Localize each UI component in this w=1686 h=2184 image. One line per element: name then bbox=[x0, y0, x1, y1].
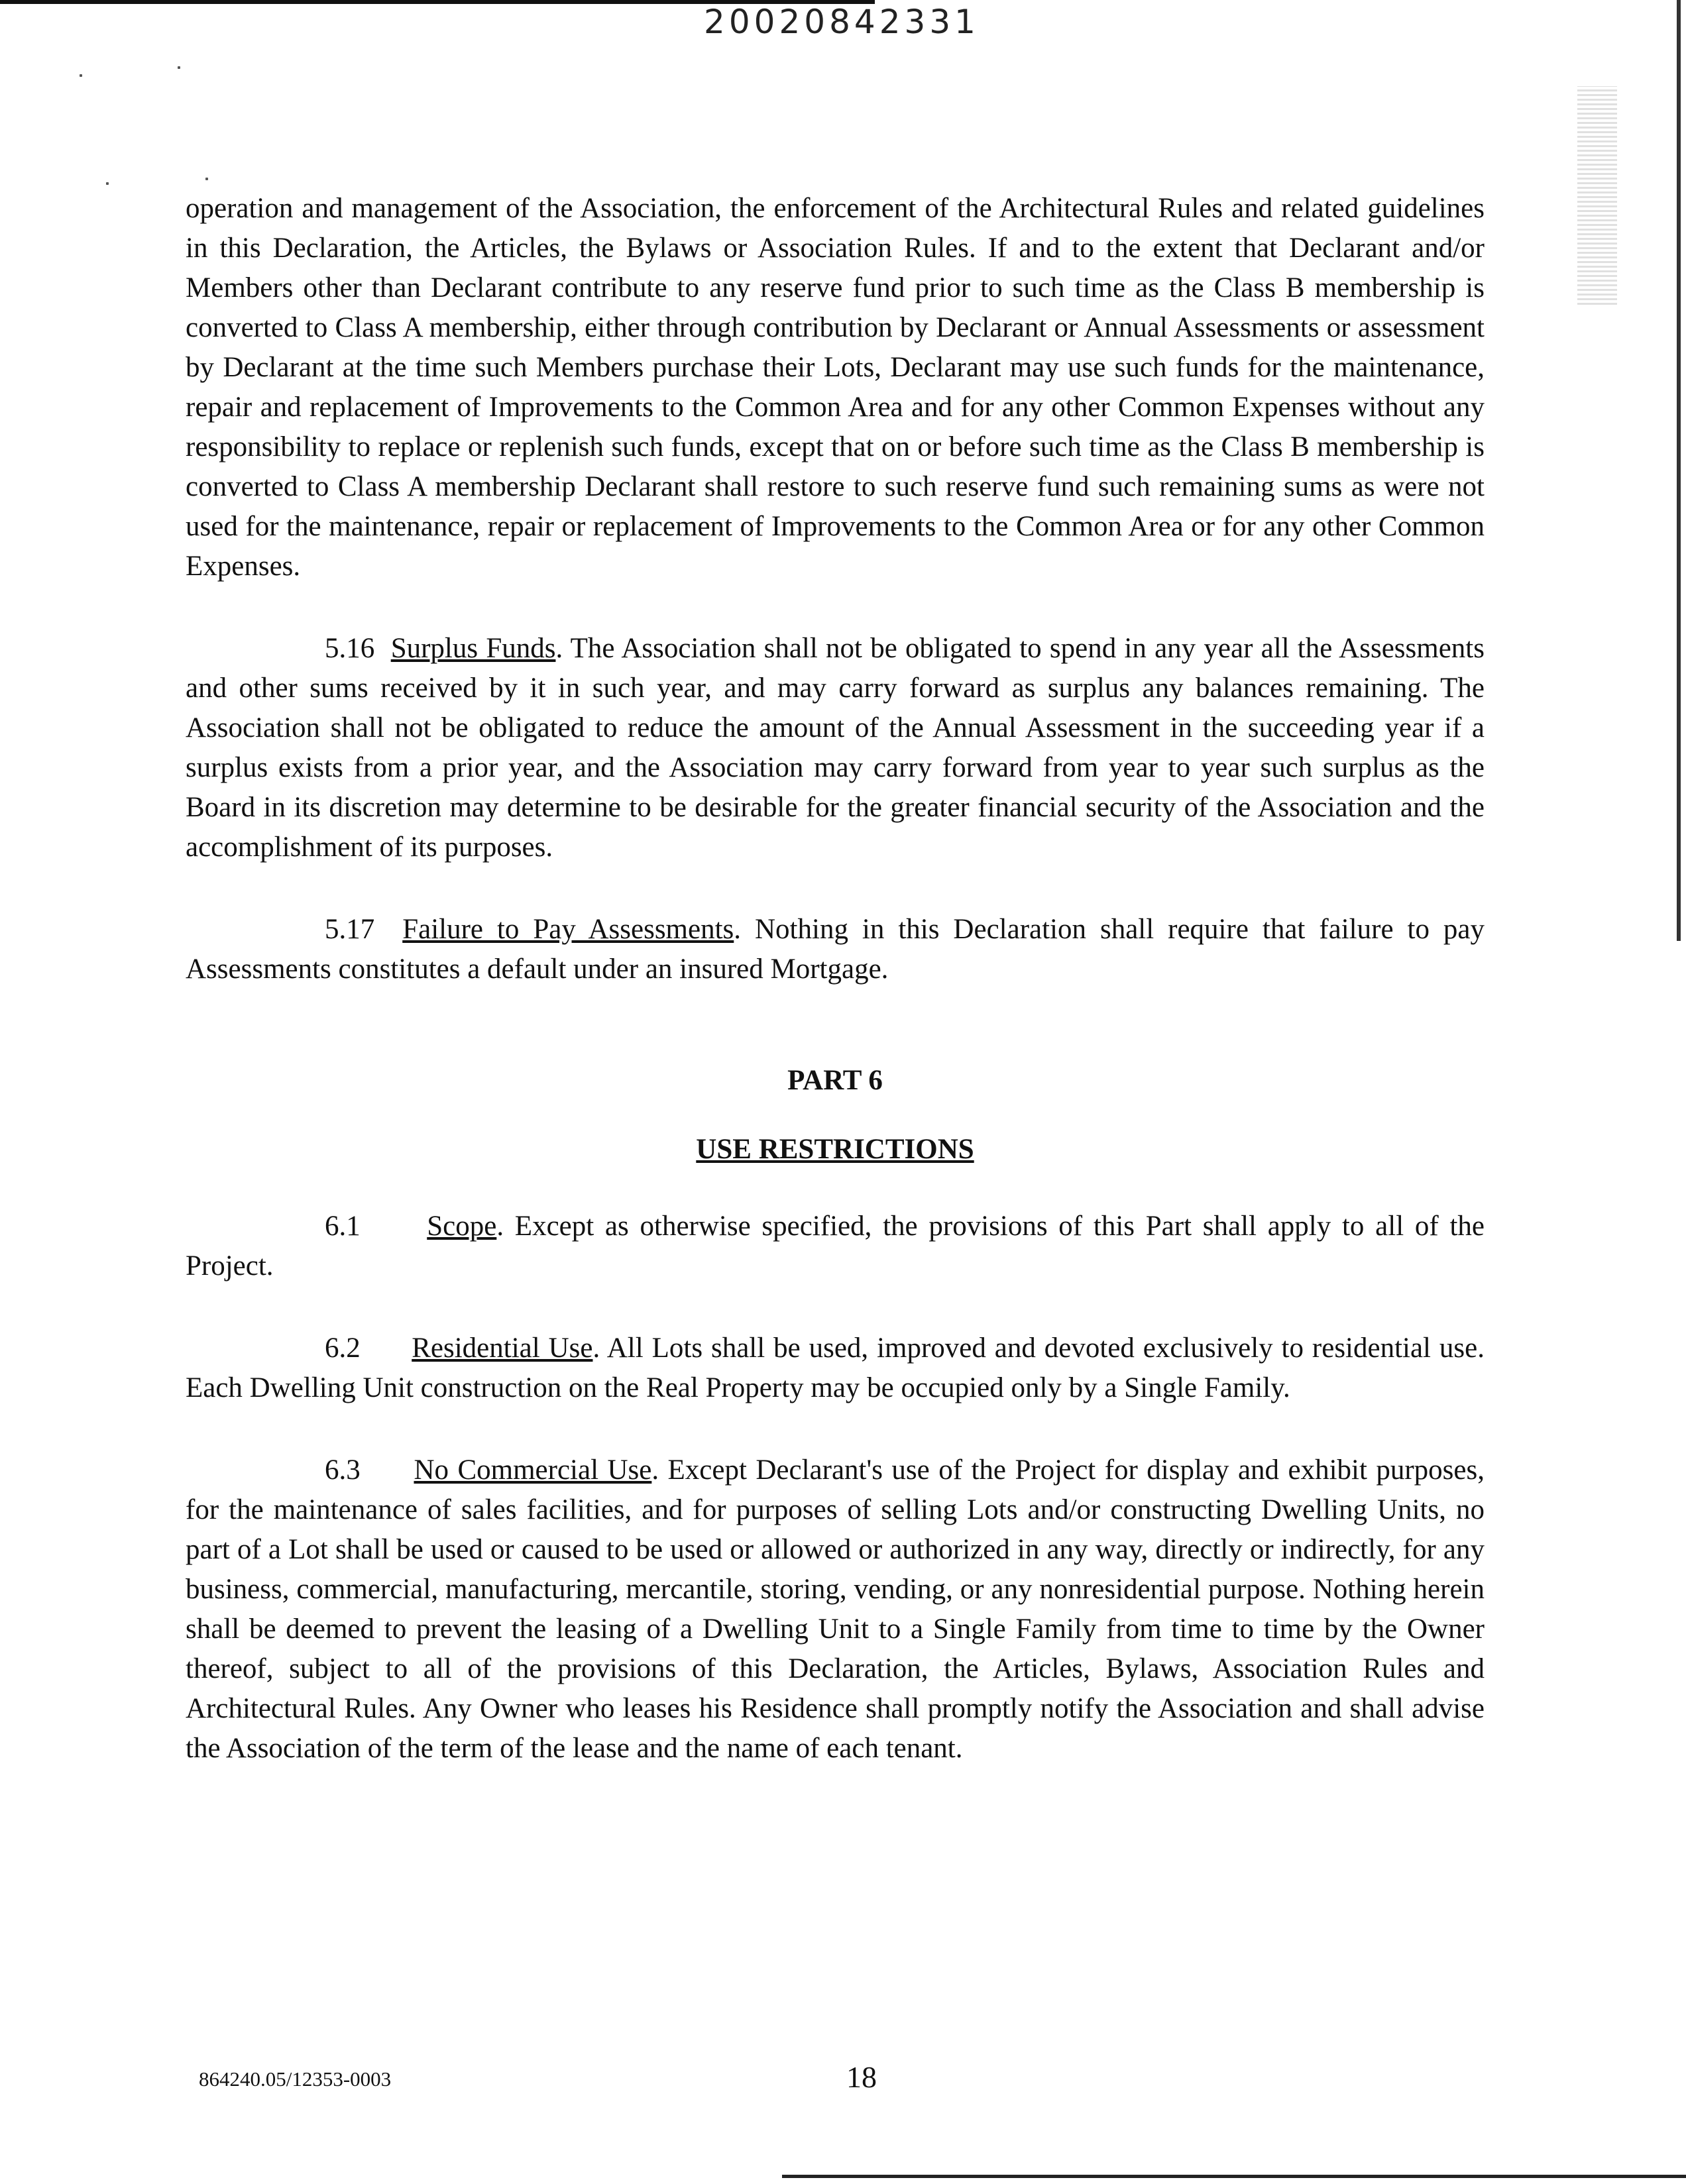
section-number: 5.17 bbox=[325, 914, 375, 945]
section-number: 6.1 bbox=[325, 1211, 361, 1242]
section-text: . Except Declarant's use of the Project for display and exhibit purposes, for the maintenance of sales facilities, and for purposes of selling Lots and/or constructing Dwelling Units, no part of a Lot shall be used or caused to be used or allowed or authorized in any way, directly or indirectly, for any business, commercial, manufacturing, mercantile, storing, vending, or any nonresidential purpose. Nothing herein shall be deemed to prevent the leasing of a Dwelling Unit to a Single Family from time to time by the Owner thereof, subject to all of the provisions of this Declaration, the Articles, Bylaws, Association Rules and Architectural Rules. Any Owner who leases his Residence shall promptly notify the Association and shall advise the Association of the term of the lease and the name of each tenant. bbox=[186, 1454, 1485, 1764]
section-6-1 bbox=[186, 1207, 1485, 1286]
part-heading: PART 6 bbox=[787, 1065, 883, 1096]
section-text: . All Lots shall be used, improved and devoted exclusively to residential use. Each Dwelling Unit construction on the Real Property may be occupied only by a Single Family. bbox=[186, 1333, 1485, 1403]
section-title: Failure to Pay Assessments bbox=[402, 914, 734, 945]
section-text: . The Association shall not be obligated to spend in any year all the Assessments and other sums received by it in such year, and may carry forward as surplus any balances remaining. The Association shall not be obligated to reduce the amount of the Annual Assessment in the succeeding year if a surplus exists from a prior year, and the Association may carry forward from year to year such surplus as the Board in its discretion may determine to be desirable for the greater financial security of the Association and the accomplishment of its purposes. bbox=[186, 633, 1485, 863]
section-text: . Except as otherwise specified, the provisions of this Part shall apply to all of the Project. bbox=[186, 1211, 1485, 1282]
section-number: 5.16 bbox=[325, 633, 375, 664]
scan-speck bbox=[178, 66, 180, 69]
section-title: Residential Use bbox=[412, 1333, 593, 1364]
section-number: 6.3 bbox=[325, 1454, 361, 1486]
section-6-3 bbox=[186, 1450, 1485, 1769]
right-scan-edge bbox=[1677, 0, 1681, 941]
document-body bbox=[186, 189, 1485, 1769]
scan-speck bbox=[205, 178, 208, 180]
document-number: 20020842331 bbox=[704, 3, 980, 41]
section-6-2 bbox=[186, 1329, 1485, 1408]
page-number: 18 bbox=[846, 2060, 877, 2094]
section-title: Surplus Funds bbox=[390, 633, 556, 664]
section-title: Scope bbox=[427, 1211, 497, 1242]
section-5-16 bbox=[186, 629, 1485, 867]
section-5-17 bbox=[186, 910, 1485, 989]
side-barcode-stamp bbox=[1577, 86, 1617, 305]
footer-document-id: 864240.05/12353-0003 bbox=[199, 2067, 392, 2091]
bottom-scan-rule bbox=[782, 2175, 1686, 2178]
scan-speck bbox=[106, 182, 109, 185]
scan-speck bbox=[80, 74, 82, 77]
section-text: . Nothing in this Declaration shall require that failure to pay Assessments constitutes a default under an insured Mortgage. bbox=[186, 914, 1485, 985]
section-title: No Commercial Use bbox=[414, 1454, 652, 1486]
section-number: 6.2 bbox=[325, 1333, 361, 1364]
paragraph-continued: operation and management of the Association, the enforcement of the Architectural Rules and related guidelines in this Declaration, the Articles, the Bylaws or Association Rules. If and to the extent that Declarant and/or Members other than Declarant contribute to any reserve fund prior to such time as the Class B membership is converted to Class A membership, either through contribution by Declarant or Annual Assessments or assessment by Declarant at the time such Members purchase their Lots, Declarant may use such funds for the maintenance, repair and replacement of Improvements to the Common Area and for any other Common Expenses without any responsibility to replace or replenish such funds, except that on or before such time as the Class B membership is converted to Class A membership Declarant shall restore to such reserve fund such remaining sums as were not used for the maintenance, repair or replacement of Improvements to the Common Area or for any other Common Expenses. bbox=[186, 193, 1485, 582]
part-title: USE RESTRICTIONS bbox=[696, 1134, 974, 1165]
